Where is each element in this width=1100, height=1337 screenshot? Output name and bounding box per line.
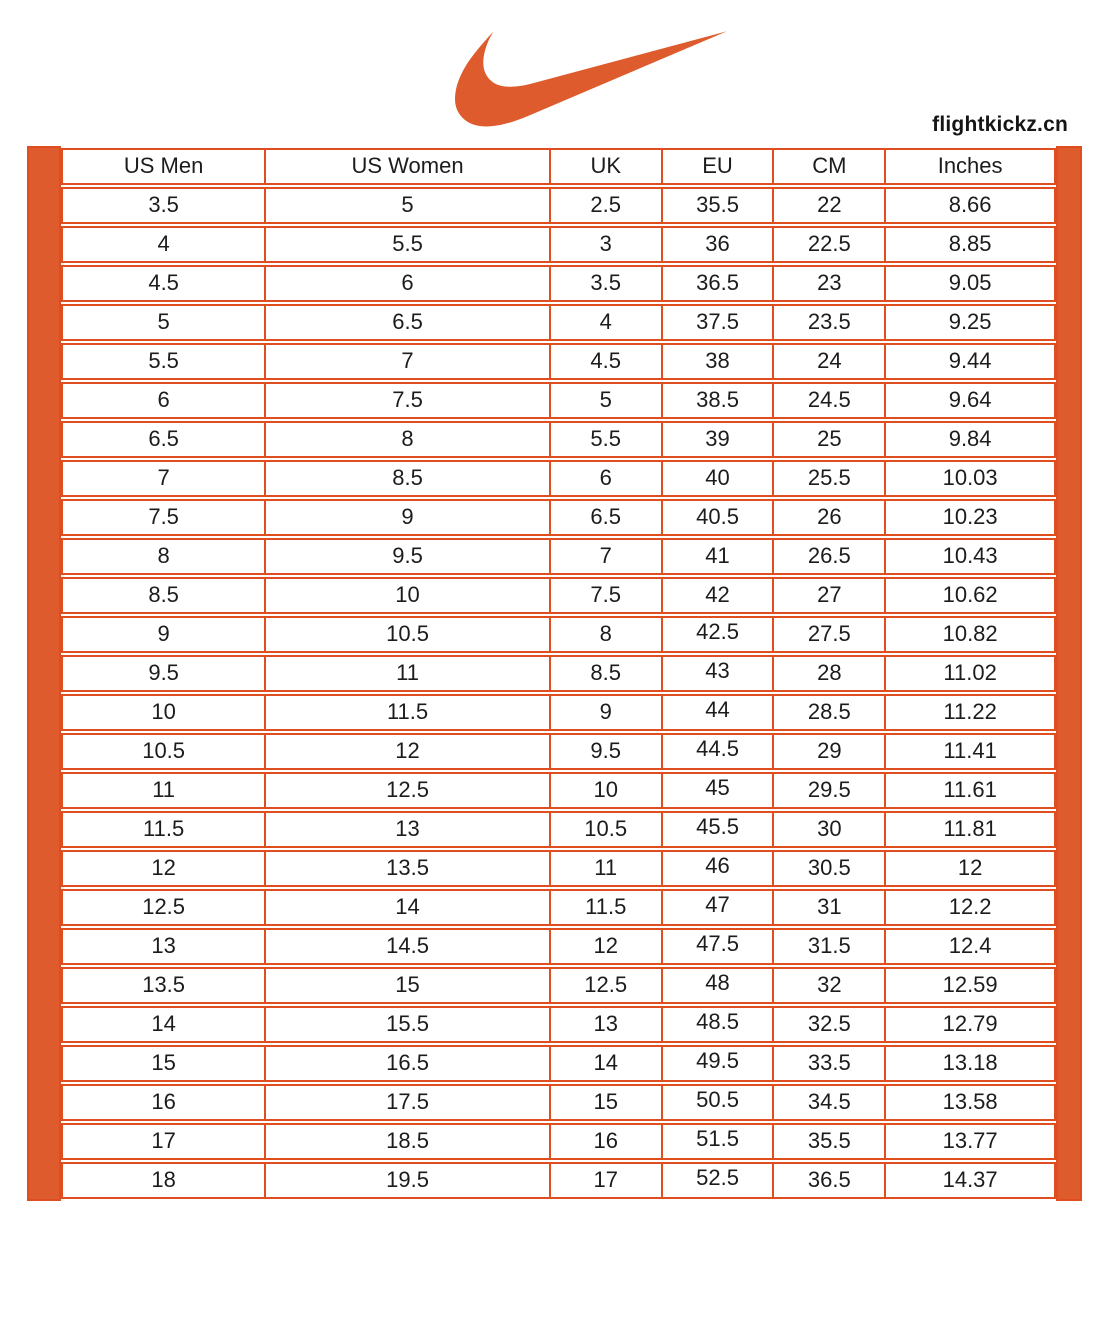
table-cell: 9.25 xyxy=(884,304,1056,341)
table-cell: 27 xyxy=(772,577,884,614)
table-cell: 3.5 xyxy=(549,265,661,302)
table-cell: 9.5 xyxy=(264,538,549,575)
table-cell: 47 xyxy=(661,889,773,926)
table-cell: 11.5 xyxy=(549,889,661,926)
table-cell: 36 xyxy=(661,226,773,263)
table-cell: 12.5 xyxy=(264,772,549,809)
table-header xyxy=(61,148,1056,185)
table-cell: 9 xyxy=(61,616,264,653)
table-row xyxy=(61,1045,1056,1082)
table-cell: 10 xyxy=(264,577,549,614)
table-cell: 3 xyxy=(549,226,661,263)
table-cell: 45.5 xyxy=(661,811,773,848)
table-cell: 45 xyxy=(661,772,773,809)
table-cell: 7.5 xyxy=(264,382,549,419)
table-cell: 9.5 xyxy=(549,733,661,770)
table-row xyxy=(61,1123,1056,1160)
column-header-us-men: US Men xyxy=(61,148,264,185)
table-cell: 30 xyxy=(772,811,884,848)
table-cell: 6 xyxy=(264,265,549,302)
table-cell: 2.5 xyxy=(549,187,661,224)
table-row xyxy=(61,265,1056,302)
table-cell: 7.5 xyxy=(61,499,264,536)
table-cell: 23.5 xyxy=(772,304,884,341)
table-cell: 3.5 xyxy=(61,187,264,224)
table-cell: 12.59 xyxy=(884,967,1056,1004)
table-cell: 16 xyxy=(61,1084,264,1121)
table-cell: 38.5 xyxy=(661,382,773,419)
table-cell: 11.61 xyxy=(884,772,1056,809)
left-accent-bar xyxy=(27,146,61,1201)
table-cell: 17 xyxy=(61,1123,264,1160)
table-cell: 18.5 xyxy=(264,1123,549,1160)
table-row xyxy=(61,1162,1056,1199)
table-cell: 50.5 xyxy=(661,1084,773,1121)
table-row xyxy=(61,304,1056,341)
table-cell: 12.5 xyxy=(549,967,661,1004)
table-cell: 17.5 xyxy=(264,1084,549,1121)
table-cell: 12.79 xyxy=(884,1006,1056,1043)
table-cell: 9 xyxy=(549,694,661,731)
table-cell: 42 xyxy=(661,577,773,614)
table-cell: 8 xyxy=(61,538,264,575)
table-cell: 6 xyxy=(61,382,264,419)
table-cell: 6 xyxy=(549,460,661,497)
table-cell: 5 xyxy=(549,382,661,419)
table-cell: 13.77 xyxy=(884,1123,1056,1160)
table-cell: 10.03 xyxy=(884,460,1056,497)
table-cell: 5.5 xyxy=(61,343,264,380)
table-cell: 13 xyxy=(549,1006,661,1043)
table-cell: 19.5 xyxy=(264,1162,549,1199)
table-cell: 49.5 xyxy=(661,1045,773,1082)
table-cell: 10 xyxy=(549,772,661,809)
table-cell: 9.5 xyxy=(61,655,264,692)
table-cell: 7 xyxy=(61,460,264,497)
table-cell: 48.5 xyxy=(661,1006,773,1043)
column-header-inches: Inches xyxy=(884,148,1056,185)
table-row xyxy=(61,343,1056,380)
table-cell: 17 xyxy=(549,1162,661,1199)
table-cell: 6.5 xyxy=(264,304,549,341)
table-row xyxy=(61,187,1056,224)
table-cell: 46 xyxy=(661,850,773,887)
table-cell: 9.44 xyxy=(884,343,1056,380)
table-cell: 4 xyxy=(549,304,661,341)
table-cell: 11.81 xyxy=(884,811,1056,848)
table-cell: 11.02 xyxy=(884,655,1056,692)
table-row xyxy=(61,382,1056,419)
table-cell: 15 xyxy=(549,1084,661,1121)
table-cell: 14.5 xyxy=(264,928,549,965)
table-cell: 18 xyxy=(61,1162,264,1199)
table-row xyxy=(61,928,1056,965)
table-cell: 36.5 xyxy=(772,1162,884,1199)
table-row xyxy=(61,616,1056,653)
table-cell: 38 xyxy=(661,343,773,380)
table-row xyxy=(61,538,1056,575)
table-cell: 12 xyxy=(884,850,1056,887)
table-cell: 44.5 xyxy=(661,733,773,770)
table-cell: 5 xyxy=(264,187,549,224)
website-label: flightkickz.cn xyxy=(932,113,1068,136)
table-cell: 5 xyxy=(61,304,264,341)
table-cell: 11 xyxy=(549,850,661,887)
table-cell: 47.5 xyxy=(661,928,773,965)
table-cell: 6.5 xyxy=(61,421,264,458)
table-cell: 16.5 xyxy=(264,1045,549,1082)
column-header-cm: CM xyxy=(772,148,884,185)
table-cell: 41 xyxy=(661,538,773,575)
table-cell: 48 xyxy=(661,967,773,1004)
table-cell: 13.18 xyxy=(884,1045,1056,1082)
table-cell: 26 xyxy=(772,499,884,536)
table-cell: 13 xyxy=(264,811,549,848)
table-row xyxy=(61,850,1056,887)
column-header-uk: UK xyxy=(549,148,661,185)
table-row xyxy=(61,772,1056,809)
column-header-eu: EU xyxy=(661,148,773,185)
table-cell: 23 xyxy=(772,265,884,302)
table-cell: 52.5 xyxy=(661,1162,773,1199)
header-row xyxy=(61,148,1056,185)
table-cell: 36.5 xyxy=(661,265,773,302)
table-cell: 28.5 xyxy=(772,694,884,731)
table-cell: 34.5 xyxy=(772,1084,884,1121)
table-cell: 10.5 xyxy=(61,733,264,770)
table-row xyxy=(61,1006,1056,1043)
table-cell: 33.5 xyxy=(772,1045,884,1082)
table-cell: 14.37 xyxy=(884,1162,1056,1199)
table-cell: 14 xyxy=(549,1045,661,1082)
table-cell: 8 xyxy=(549,616,661,653)
table-cell: 30.5 xyxy=(772,850,884,887)
table-row xyxy=(61,1084,1056,1121)
table-cell: 39 xyxy=(661,421,773,458)
table-cell: 9.84 xyxy=(884,421,1056,458)
table-cell: 43 xyxy=(661,655,773,692)
table-body xyxy=(61,187,1056,1199)
table-cell: 8.5 xyxy=(549,655,661,692)
table-cell: 11.22 xyxy=(884,694,1056,731)
table-cell: 37.5 xyxy=(661,304,773,341)
table-cell: 44 xyxy=(661,694,773,731)
table-row xyxy=(61,460,1056,497)
table-cell: 10.5 xyxy=(549,811,661,848)
table-cell: 25.5 xyxy=(772,460,884,497)
table-cell: 24.5 xyxy=(772,382,884,419)
table-cell: 12.5 xyxy=(61,889,264,926)
table-row xyxy=(61,811,1056,848)
table-cell: 8.66 xyxy=(884,187,1056,224)
nike-swoosh-icon xyxy=(455,22,727,130)
size-chart-table xyxy=(61,146,1056,1201)
table-row xyxy=(61,733,1056,770)
table-cell: 11.5 xyxy=(264,694,549,731)
table-cell: 25 xyxy=(772,421,884,458)
table-cell: 15 xyxy=(61,1045,264,1082)
table-cell: 13.5 xyxy=(61,967,264,1004)
logo-row xyxy=(0,0,1100,112)
table-cell: 35.5 xyxy=(661,187,773,224)
table-cell: 31.5 xyxy=(772,928,884,965)
table-cell: 29 xyxy=(772,733,884,770)
table-row xyxy=(61,967,1056,1004)
table-cell: 13 xyxy=(61,928,264,965)
table-cell: 42.5 xyxy=(661,616,773,653)
table-cell: 16 xyxy=(549,1123,661,1160)
table-cell: 9.64 xyxy=(884,382,1056,419)
table-cell: 6.5 xyxy=(549,499,661,536)
table-cell: 8.5 xyxy=(264,460,549,497)
table-cell: 10.62 xyxy=(884,577,1056,614)
table-cell: 31 xyxy=(772,889,884,926)
table-cell: 9.05 xyxy=(884,265,1056,302)
table-cell: 5.5 xyxy=(264,226,549,263)
table-cell: 12 xyxy=(549,928,661,965)
table-cell: 10.23 xyxy=(884,499,1056,536)
table-cell: 51.5 xyxy=(661,1123,773,1160)
table-cell: 32 xyxy=(772,967,884,1004)
table-row xyxy=(61,499,1056,536)
table-cell: 40 xyxy=(661,460,773,497)
table-cell: 15 xyxy=(264,967,549,1004)
table-cell: 4.5 xyxy=(549,343,661,380)
table-cell: 12.4 xyxy=(884,928,1056,965)
column-header-us-women: US Women xyxy=(264,148,549,185)
table-cell: 40.5 xyxy=(661,499,773,536)
table-cell: 4 xyxy=(61,226,264,263)
table-cell: 11.5 xyxy=(61,811,264,848)
table-row xyxy=(61,655,1056,692)
table-cell: 7 xyxy=(549,538,661,575)
table-cell: 11.41 xyxy=(884,733,1056,770)
table-row xyxy=(61,421,1056,458)
table-cell: 10.82 xyxy=(884,616,1056,653)
table-cell: 12 xyxy=(264,733,549,770)
table-cell: 13.58 xyxy=(884,1084,1056,1121)
table-cell: 29.5 xyxy=(772,772,884,809)
table-cell: 27.5 xyxy=(772,616,884,653)
table-cell: 24 xyxy=(772,343,884,380)
table-cell: 7.5 xyxy=(549,577,661,614)
table-cell: 10.43 xyxy=(884,538,1056,575)
right-accent-bar xyxy=(1056,146,1082,1201)
table-row xyxy=(61,889,1056,926)
table-cell: 15.5 xyxy=(264,1006,549,1043)
table-cell: 10 xyxy=(61,694,264,731)
table-cell: 22 xyxy=(772,187,884,224)
table-cell: 12.2 xyxy=(884,889,1056,926)
table-cell: 14 xyxy=(61,1006,264,1043)
size-chart xyxy=(27,146,1082,1201)
table-cell: 12 xyxy=(61,850,264,887)
table-cell: 9 xyxy=(264,499,549,536)
table-row xyxy=(61,694,1056,731)
table-cell: 8.85 xyxy=(884,226,1056,263)
table-cell: 28 xyxy=(772,655,884,692)
table-row xyxy=(61,226,1056,263)
table-cell: 11 xyxy=(61,772,264,809)
table-cell: 26.5 xyxy=(772,538,884,575)
table-cell: 11 xyxy=(264,655,549,692)
table-row xyxy=(61,577,1056,614)
table-cell: 10.5 xyxy=(264,616,549,653)
table-cell: 35.5 xyxy=(772,1123,884,1160)
table-cell: 32.5 xyxy=(772,1006,884,1043)
table-cell: 13.5 xyxy=(264,850,549,887)
table-cell: 8.5 xyxy=(61,577,264,614)
table-cell: 22.5 xyxy=(772,226,884,263)
table-cell: 8 xyxy=(264,421,549,458)
table-cell: 14 xyxy=(264,889,549,926)
table-cell: 5.5 xyxy=(549,421,661,458)
table-cell: 4.5 xyxy=(61,265,264,302)
table-cell: 7 xyxy=(264,343,549,380)
